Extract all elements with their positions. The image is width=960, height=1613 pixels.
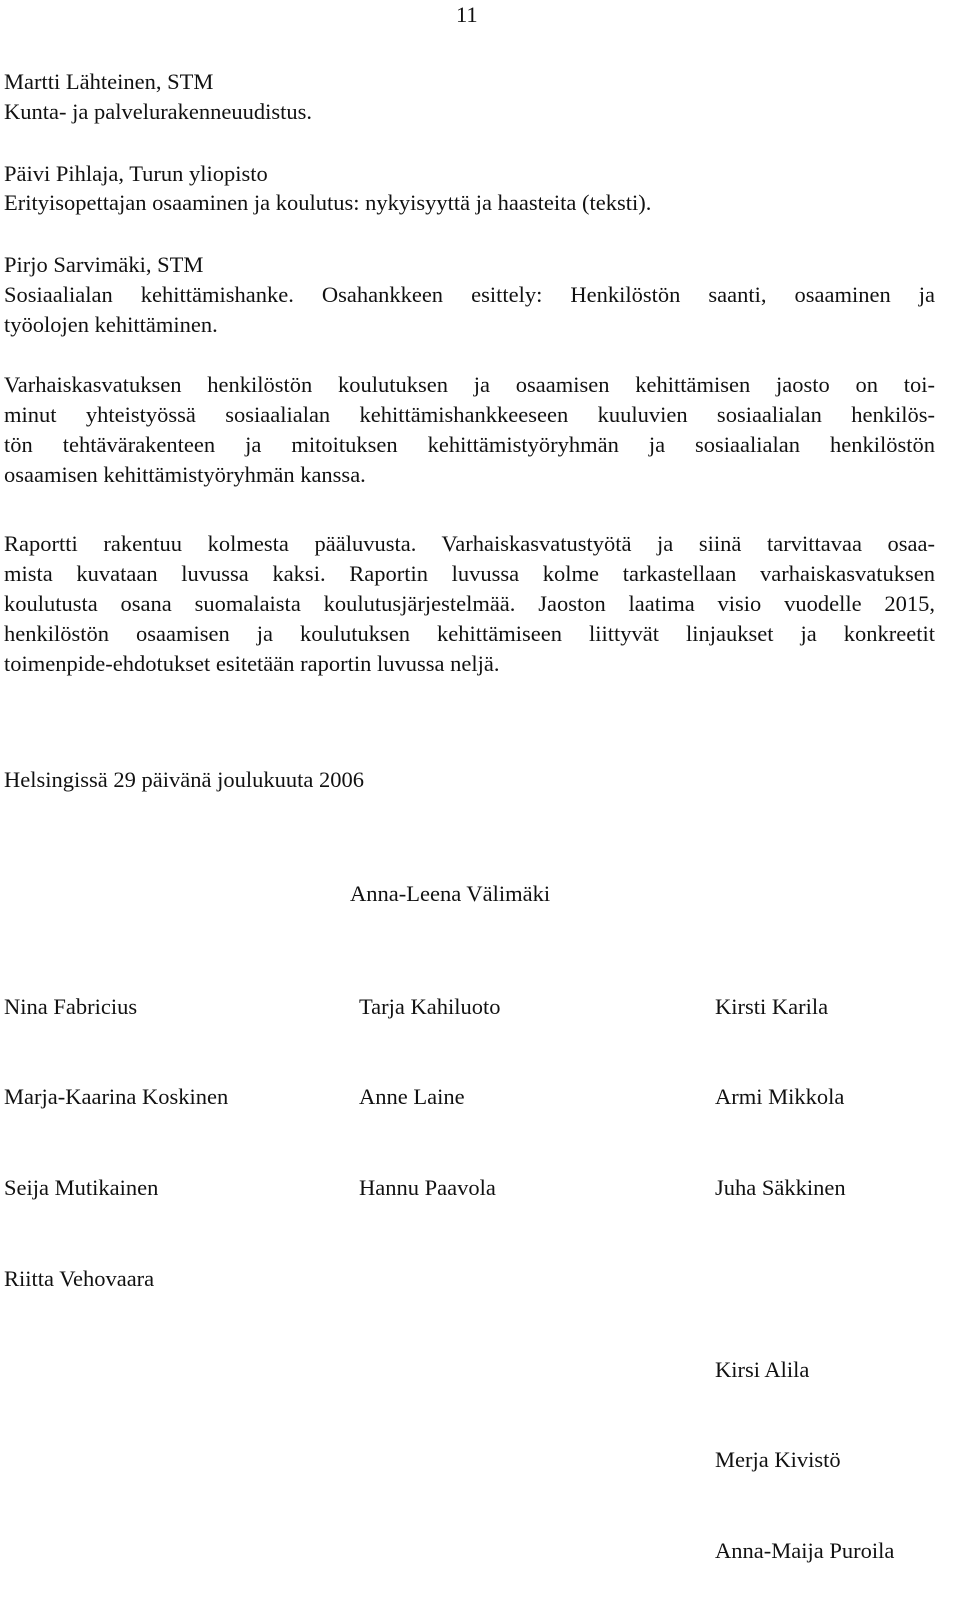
text-line: osaamisen kehittämistyöryhmän kanssa. — [4, 462, 366, 487]
text-line: tön tehtävärakenteen ja mitoituksen kehittämistyöryhmän ja sosiaalialan henkilöstön — [4, 432, 935, 457]
member-signature: Marja-Kaarina Koskinen — [4, 1084, 229, 1109]
chair-signature: Anna-Leena Välimäki — [350, 881, 551, 906]
secretary-signature: Anna-Maija Puroila — [715, 1538, 895, 1563]
speaker-topic: Kunta- ja palvelurakenneuudistus. — [4, 99, 313, 124]
text-line: toimenpide-ehdotukset esitetään raportin luvussa neljä. — [4, 651, 500, 676]
text-line: Varhaiskasvatuksen henkilöstön koulutuksen ja osaamisen kehittämisen jaosto on toi- — [4, 372, 935, 397]
member-signature: Seija Mutikainen — [4, 1175, 159, 1200]
paragraph-structure — [4, 529, 935, 679]
page-number: 11 — [456, 2, 478, 27]
place-date: Helsingissä 29 päivänä joulukuuta 2006 — [4, 767, 364, 792]
speaker-name: Pirjo Sarvimäki, STM — [4, 252, 204, 277]
member-signature: Tarja Kahiluoto — [359, 994, 501, 1019]
paragraph-collaboration — [4, 370, 935, 490]
text-line: henkilöstön osaamisen ja koulutuksen kehittämiseen liittyvät linjaukset ja konkreetit — [4, 621, 935, 646]
member-signature: Juha Säkkinen — [715, 1175, 846, 1200]
speaker-name: Martti Lähteinen, STM — [4, 69, 214, 94]
speaker-topic — [4, 280, 935, 340]
text-line: mista kuvataan luvussa kaksi. Raportin luvussa kolme tarkastellaan varhaiskasvatuksen — [4, 561, 935, 586]
text-line: Raportti rakentuu kolmesta pääluvusta. Varhaiskasvatustyötä ja siinä tarvittavaa osaa- — [4, 531, 935, 556]
secretary-signature: Merja Kivistö — [715, 1447, 841, 1472]
text-line: koulutusta osana suomalaista koulutusjärjestelmää. Jaoston laatima visio vuodelle 2015, — [4, 591, 935, 616]
member-signature: Nina Fabricius — [4, 994, 138, 1019]
member-signature: Kirsti Karila — [715, 994, 829, 1019]
member-signature: Hannu Paavola — [359, 1175, 496, 1200]
text-line: minut yhteistyössä sosiaalialan kehittämishankkeeseen kuuluvien sosiaalialan henkilös- — [4, 402, 935, 427]
text-line: Sosiaalialan kehittämishanke. Osahankkeen esittely: Henkilöstön saanti, osaaminen ja — [4, 282, 935, 307]
member-signature: Anne Laine — [359, 1084, 465, 1109]
member-signature: Riitta Vehovaara — [4, 1266, 155, 1291]
speaker-topic: Erityisopettajan osaaminen ja koulutus: nykyisyyttä ja haasteita (teksti). — [4, 190, 652, 215]
speaker-name: Päivi Pihlaja, Turun yliopisto — [4, 161, 268, 186]
secretary-signature: Kirsi Alila — [715, 1357, 810, 1382]
text-line: työolojen kehittäminen. — [4, 312, 218, 337]
member-signature: Armi Mikkola — [715, 1084, 845, 1109]
